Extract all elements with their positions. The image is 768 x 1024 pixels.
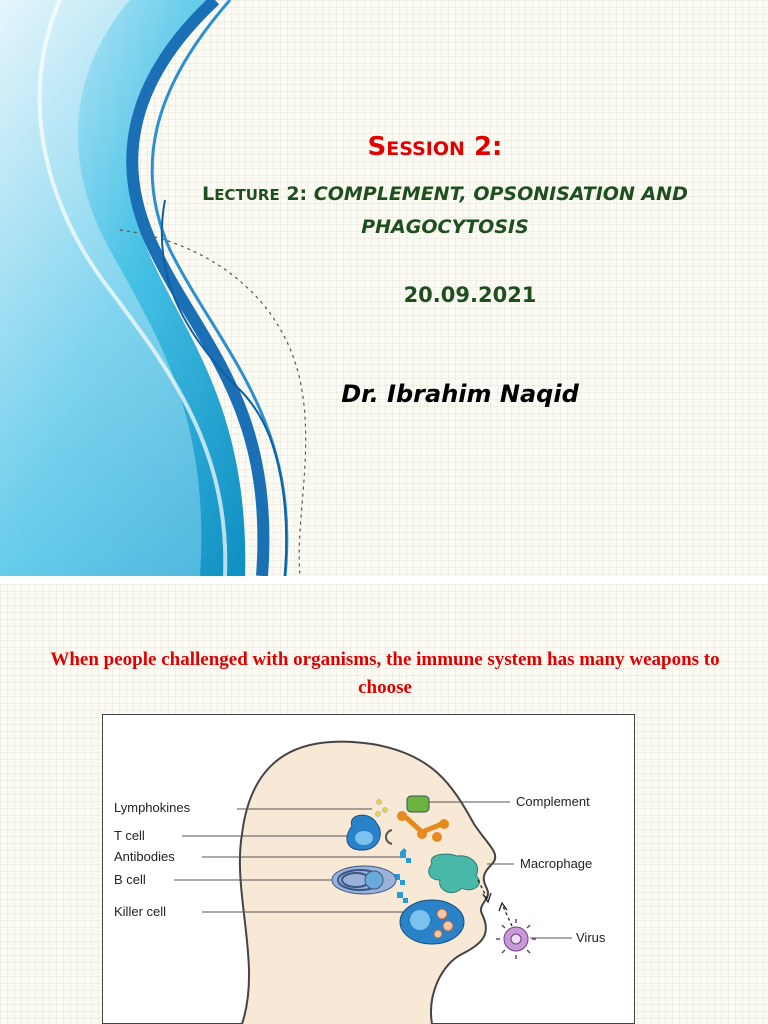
slide-heading: When people challenged with organisms, the immune system has many weapons to choose [50, 649, 720, 698]
content-slide [0, 584, 768, 1024]
label-virus: Virus [576, 930, 606, 945]
session-title: SESSION 2: [367, 132, 503, 162]
label-t-cell: T cell [114, 828, 145, 843]
lecture-date: 20.09.2021 [403, 283, 537, 307]
label-antibodies: Antibodies [114, 849, 175, 864]
antibody-icons [394, 848, 411, 903]
author-name: Dr. Ibrahim Naqid [341, 380, 579, 408]
label-b-cell: B cell [114, 872, 146, 887]
lecture-title: LECTURE 2: COMPLEMENT, OPSONISATION AND PHAGOCYTOSIS [202, 183, 688, 238]
b-cell-icon [332, 866, 396, 894]
label-macrophage: Macrophage [520, 856, 593, 871]
killer-cell-icon [400, 900, 464, 944]
immune-system-figure [102, 714, 635, 1024]
label-killer-cell: Killer cell [114, 904, 167, 919]
label-complement: Complement [516, 794, 590, 809]
label-lymphokines: Lymphokines [114, 800, 191, 815]
t-cell-icon [347, 815, 392, 850]
macrophage-icon [429, 854, 480, 893]
complement-icon [397, 796, 449, 842]
